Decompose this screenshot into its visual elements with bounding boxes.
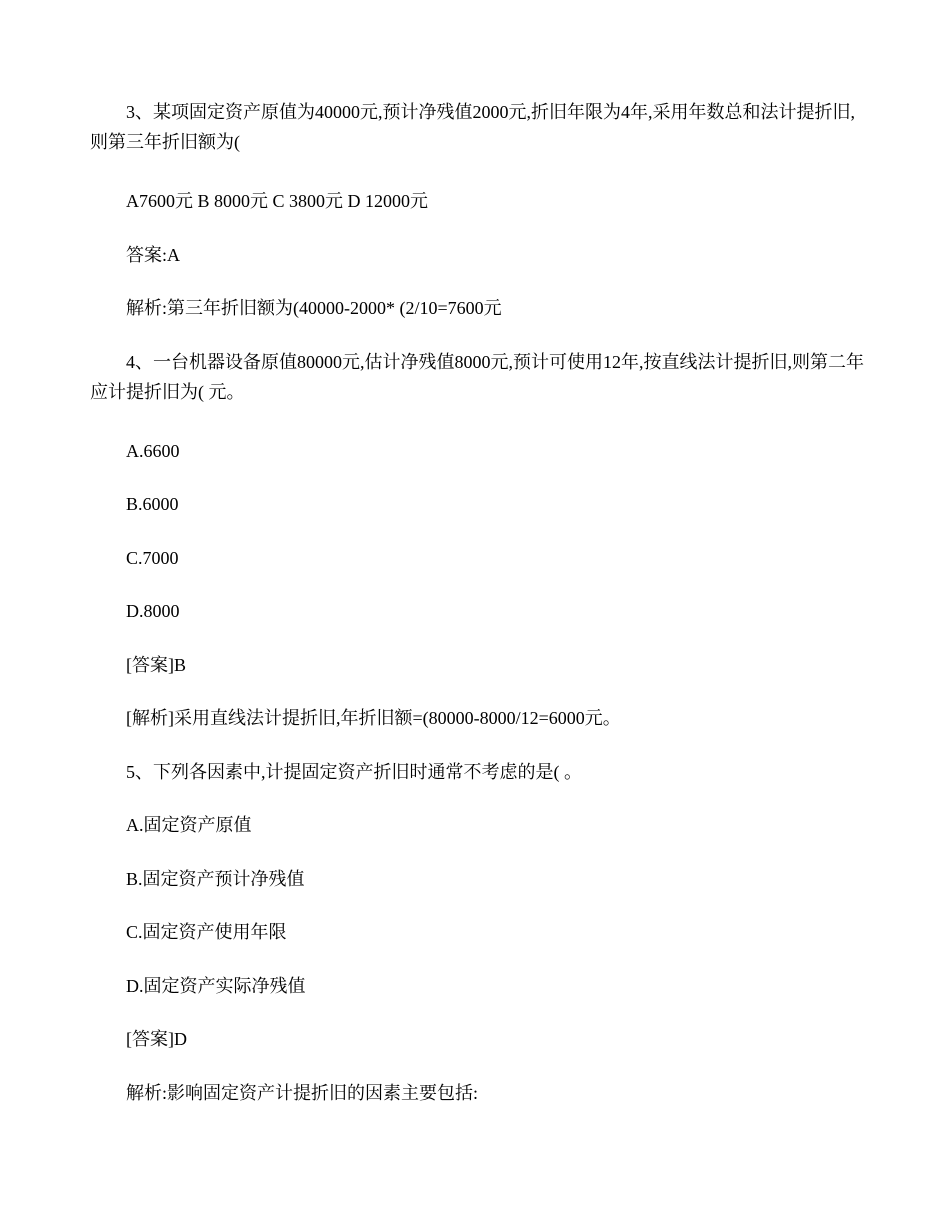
question-5-stem: 5、下列各因素中,计提固定资产折旧时通常不考虑的是( 。 <box>126 762 582 782</box>
question-5-option-c: C.固定资产使用年限 <box>126 922 287 942</box>
question-4-stem: 4、一台机器设备原值80000元,估计净残值8000元,预计可使用12年,按直线法计提折旧,则第二年应计提折旧为( 元。 <box>90 352 864 402</box>
question-3-explanation: 解析:第三年折旧额为(40000-2000* (2/10=7600元 <box>126 298 502 318</box>
question-5-option-d: D.固定资产实际净残值 <box>126 976 306 996</box>
question-5-answer: [答案]D <box>126 1029 187 1049</box>
question-4-option-b: B.6000 <box>126 494 179 514</box>
question-3-answer: 答案:A <box>126 245 180 265</box>
question-4-explanation: [解析]采用直线法计提折旧,年折旧额=(80000-8000/12=6000元。 <box>126 708 621 728</box>
question-4-option-a: A.6600 <box>126 441 180 461</box>
question-5-option-a: A.固定资产原值 <box>126 815 252 835</box>
question-3-stem: 3、某项固定资产原值为40000元,预计净残值2000元,折旧年限为4年,采用年数总和法计提折旧,则第三年折旧额为( <box>90 102 855 152</box>
question-5-explanation: 解析:影响固定资产计提折旧的因素主要包括: <box>126 1083 478 1103</box>
question-4-option-c: C.7000 <box>126 548 179 568</box>
question-4-answer: [答案]B <box>126 655 186 675</box>
question-4-option-d: D.8000 <box>126 601 180 621</box>
question-5-option-b: B.固定资产预计净残值 <box>126 869 305 889</box>
question-3-options: A7600元 B 8000元 C 3800元 D 12000元 <box>126 191 429 211</box>
